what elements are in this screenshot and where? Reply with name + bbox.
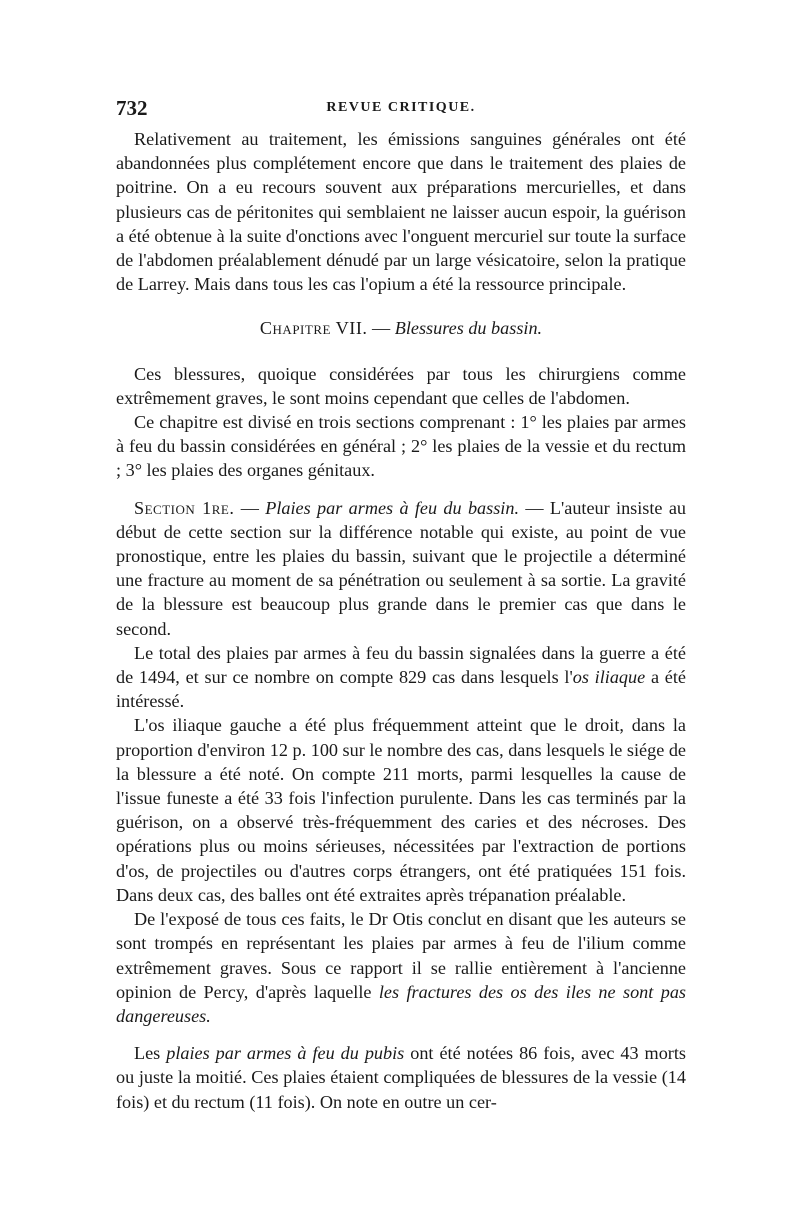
emphasis-run: plaies par armes à feu du pubis (166, 1043, 405, 1064)
running-head: REVUE CRITIQUE. (326, 100, 476, 115)
page-number: 732 (116, 96, 148, 120)
section-dash: — (234, 497, 266, 518)
spacer (116, 1028, 686, 1041)
chapter-title: Blessures du bassin. (394, 318, 543, 339)
text-run: a été intéressé. (116, 667, 686, 712)
text-run: Le total des plaies par armes à feu du bassin signalées dans la guerre a été de 1494, et sur ce nombre on compte 829 cas dans lesquels l' (116, 642, 686, 688)
text-run: Les (134, 1043, 167, 1064)
spacer (116, 483, 686, 496)
section-title: Plaies par armes à feu du bassin. (265, 497, 519, 518)
paragraph-pelvis-intro: Ces blessures, quoique considérées par tous les chirurgiens comme extrêmement graves, le sont moins cependant que celles de l'abdomen. (116, 363, 686, 408)
emphasis-run: les fractures des os des iles ne sont pas dangereuses. (116, 981, 687, 1026)
chapter-heading (116, 316, 686, 340)
chapter-dash: — (367, 318, 395, 339)
paragraph-chapter-sections: Ce chapitre est divisé en trois sections comprenant : 1° les plaies par armes à feu du bassin considérées en général ; 2° les plaies de la vessie et du rectum ; 3° les plaies des organes génitaux. (116, 412, 686, 481)
text-run: ont été notées 86 fois, avec 43 morts ou juste la moitié. Ces plaies étaient compliquées de blessures de la vessie (14 fois) et du rectum (11 fois). On note en outre un cer- (116, 1043, 686, 1112)
paragraph-iliac-bone: L'os iliaque gauche a été plus fréquemment atteint que le droit, dans la proportion d'environ 12 p. 100 sur le nombre des cas, dans lesquels le siége de la blessure a été noté. On compte 211 morts, parmi lesquelles la cause de l'issue funeste a été 33 fois l'infection purulente. Dans les cas terminés par la guérison, on a observé très-fréquemment des caries et des nécroses. Des opérations plus ou moins sérieuses, nécessitées par l'extraction de portions d'os, de projectiles ou d'autres corps étrangers, ont été pratiquées 151 fois. Dans deux cas, des balles ont été extraites après trépanation préalable. (116, 715, 686, 905)
text-run: De l'exposé de tous ces faits, le Dr Otis conclut en disant que les auteurs se sont trompés en représentant les plaies par armes à feu de l'ilium comme extrêmement graves. Sous ce rapport il se rallie entièrement à l'ancienne opinion de Percy, d'après laquelle (116, 909, 686, 1002)
chapter-label: Chapitre VII. (259, 318, 368, 339)
paragraph-treatment: Relativement au traitement, les émissions sanguines générales ont été abandonnées plus complétement encore que dans le traitement des plaies de poitrine. On a eu recours souvent aux préparations mercurielles, et dans plusieurs cas de péritonites qui semblaient ne laisser aucun espoir, la guérison a été obtenue à la suite d'onctions avec l'onguent mercuriel sur toute la surface de l'abdomen préalablement dénudé par un large vésicatoire, selon la pratique de Larrey. Mais dans tous les cas l'opium a été la ressource principale. (116, 129, 686, 295)
body-text (116, 127, 686, 1114)
section-text: — L'auteur insiste au début de cette section sur la différence notable qui existe, au point de vue pronostique, entre les plaies du bassin, suivant que le projectile a déterminé une fracture au moment de sa pénétration ou seulement à sa sortie. La gravité de la blessure est beaucoup plus grande dans le premier cas que dans le second. (116, 497, 687, 639)
emphasis-run: os iliaque (572, 667, 646, 688)
page-header (116, 96, 686, 122)
paragraph-total-wounds (116, 641, 686, 714)
section-label: Section 1re. (134, 497, 235, 518)
paragraph-pubis (116, 1041, 686, 1114)
paragraph-section-one (116, 496, 686, 641)
paragraph-conclusion (116, 907, 686, 1028)
